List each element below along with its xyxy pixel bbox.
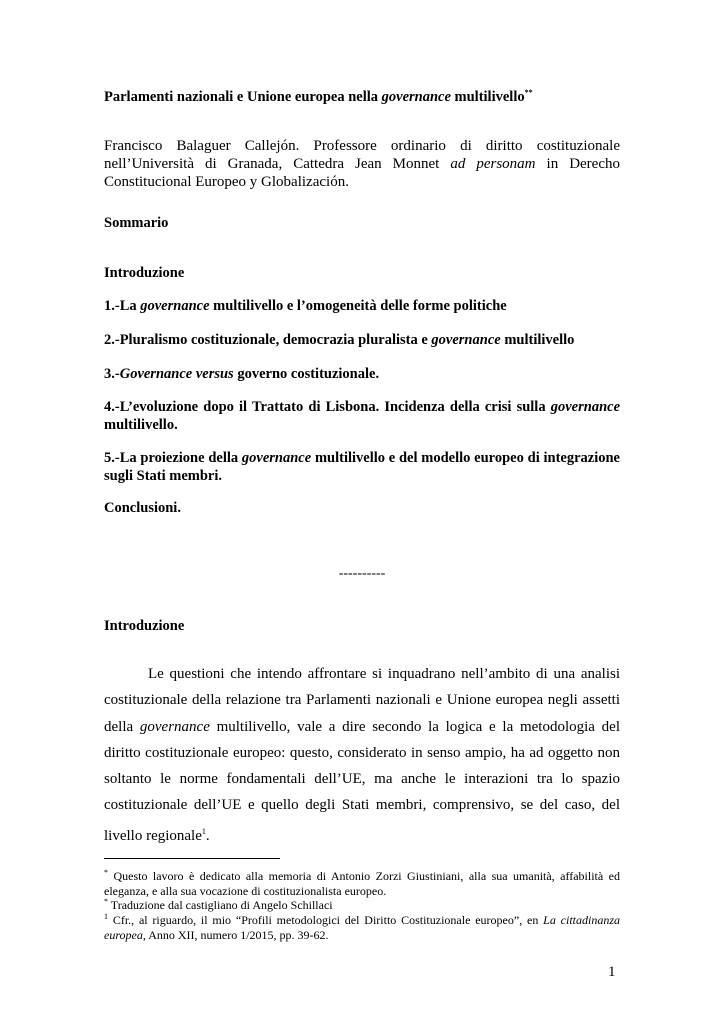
footnote-2: * Traduzione dal castigliano di Angelo Schillaci xyxy=(104,897,333,912)
section-separator: ---------- xyxy=(338,566,386,581)
toc-item-3: 3.-Governance versus governo costituzionale. xyxy=(104,366,380,382)
toc-item-1: 1.-La governance multilivello e l’omogeneità delle forme politiche xyxy=(104,298,507,314)
footnote-1: * Questo lavoro è dedicato alla memoria di Antonio Zorzi Giustiniani, alla sua umanità, affabilità ed eleganza, e alla sua vocazione di costituzionalista europeo. xyxy=(104,868,620,898)
title-text-end: multilivello xyxy=(450,88,525,105)
toc-intro: Introduzione xyxy=(104,265,185,281)
title-italic: governance xyxy=(381,88,451,105)
footnote-ref-1: 1 xyxy=(201,826,206,836)
section-heading: Introduzione xyxy=(104,618,185,634)
author-affiliation xyxy=(104,137,620,191)
footnote-rule xyxy=(104,858,280,859)
toc-conclusions: Conclusioni. xyxy=(104,500,181,516)
toc-item-5: 5.-La proiezione della governance multilivello e del modello europeo di integrazione sugli Stati membri. xyxy=(104,450,620,484)
author-italic: ad personam xyxy=(450,156,536,172)
document-title xyxy=(104,88,620,106)
author-text-end: in Derecho Constitucional Europeo y Globalización. xyxy=(104,156,620,190)
toc-item-4: 4.-L’evoluzione dopo il Trattato di Lisbona. Incidenza della crisi sulla governance multilivello. xyxy=(104,399,620,433)
summary-heading: Sommario xyxy=(104,215,169,231)
body-paragraph: Le questioni che intendo affrontare si inquadrano nell’ambito di una analisi costituzionale della relazione tra Parlamenti nazionali e Unione europea negli assetti della governance multilivello, vale a dire secondo la logica e la metodologia del diritto costituzionale europeo: questo, considerato in senso ampio, ha ad oggetto non soltanto le norme fondamentali dell’UE, ma anche le interazioni tra lo spazio costituzionale dell’UE e quello degli Stati membri, comprensivo, se del caso, del livello regionale$^1$. xyxy=(104,666,620,844)
page-number: 1 xyxy=(608,964,616,980)
footnote-3: $^1$ Cfr., al riguardo, il mio “Profili metodologici del Diritto Costituzionale europeo”, en La cittadinanza europea, Anno XII, numero 1/2015, pp. 39-62. xyxy=(104,912,620,942)
toc-item-2: 2.-Pluralismo costituzionale, democrazia pluralista e governance multilivello xyxy=(104,332,575,348)
title-text: Parlamenti nazionali e Unione europea nella xyxy=(104,88,382,105)
title-footnote-marks: ** xyxy=(524,88,533,97)
author-text: Francisco Balaguer Callejón. Professore ordinario di diritto costituzionale nell’Università di Granada, Cattedra Jean Monnet xyxy=(104,138,620,172)
